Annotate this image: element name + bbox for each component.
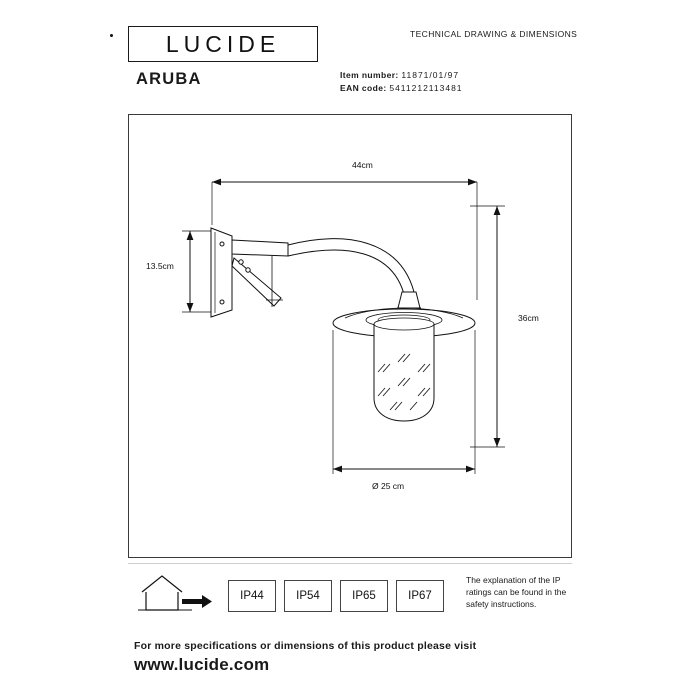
item-number-value: 11871/01/97 xyxy=(401,70,460,80)
arrow-right-icon xyxy=(182,595,212,608)
footer-cta-text: For more specifications or dimensions of this product please visit xyxy=(134,640,477,652)
dimension-shade-diameter-label: Ø 25 cm xyxy=(372,481,405,491)
ip-rating-note: The explanation of the IP ratings can be found in the safety instructions. xyxy=(466,575,567,609)
dimension-width-label: 44cm xyxy=(352,160,373,170)
dimension-bracket-height-label: 13.5cm xyxy=(146,261,174,271)
brand-logo-dot xyxy=(110,34,113,37)
document-type-label: TECHNICAL DRAWING & DIMENSIONS xyxy=(410,29,578,39)
technical-drawing-frame xyxy=(128,114,572,558)
footer-website-link[interactable]: www.lucide.com xyxy=(134,655,270,674)
ean-code-label: EAN code: xyxy=(340,83,387,93)
item-number-line xyxy=(340,70,459,80)
ip-rating-badge-3: IP65 xyxy=(340,580,388,612)
page-title: ARUBA xyxy=(136,70,202,88)
footer-divider xyxy=(128,563,572,564)
ip-rating-badge-4: IP67 xyxy=(396,580,444,612)
brand-logo-box xyxy=(128,26,318,62)
ean-code-value: 5411212113481 xyxy=(389,83,463,93)
dimension-total-height-label: 36cm xyxy=(518,313,539,323)
ip-rating-badge-1: IP44 xyxy=(228,580,276,612)
ean-code-line xyxy=(340,83,463,93)
ip-rating-badge-2: IP54 xyxy=(284,580,332,612)
item-number-label: Item number: xyxy=(340,70,399,80)
house-icon xyxy=(136,570,226,618)
brand-name: LUCIDE xyxy=(165,30,281,57)
